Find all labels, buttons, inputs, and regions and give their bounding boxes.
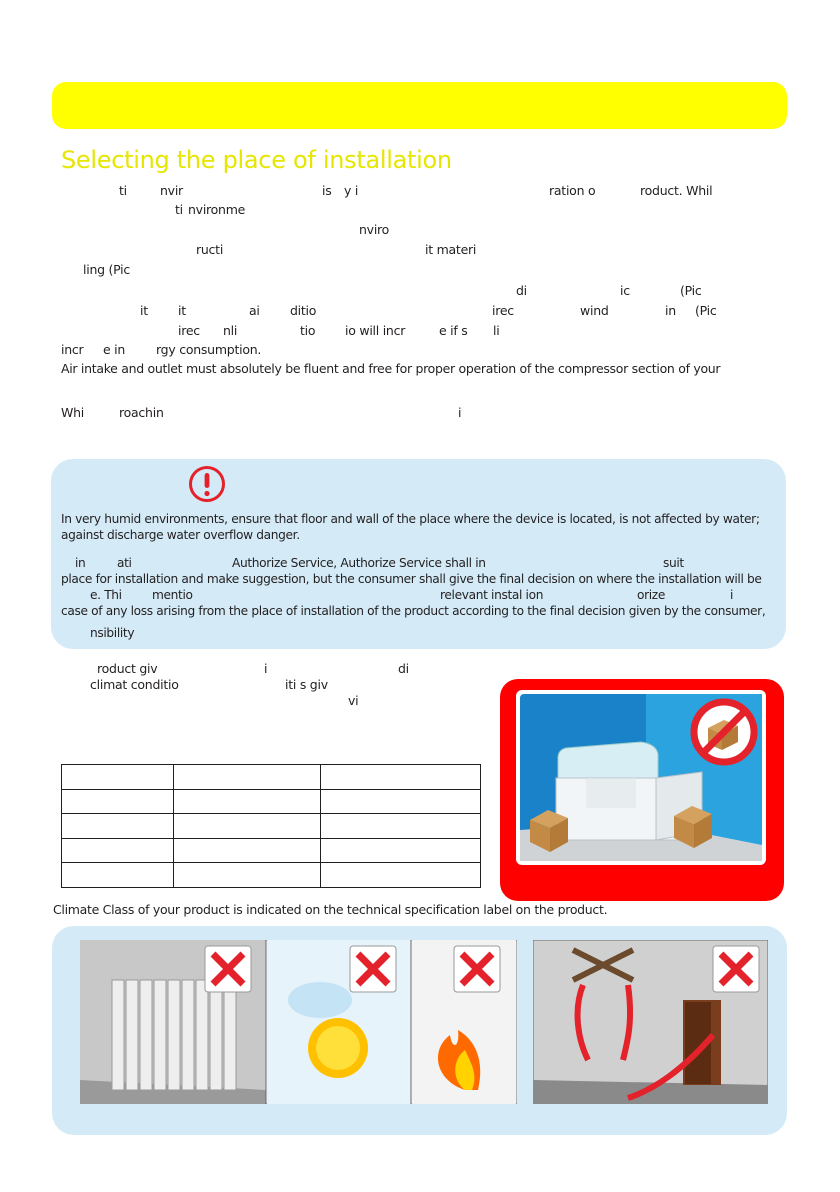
paragraph-fragment: ai bbox=[249, 303, 260, 318]
paragraph-fragment: e if s bbox=[439, 323, 468, 338]
paragraph-fragment: in bbox=[665, 303, 676, 318]
paragraph-fragment: it bbox=[178, 303, 186, 318]
table-cell bbox=[174, 838, 321, 863]
warning-fragment: suit bbox=[663, 556, 684, 570]
warning-box bbox=[51, 459, 786, 649]
air-intake-line: Air intake and outlet must absolutely be fluent and free for proper operation of the compressor section of your bbox=[61, 361, 721, 376]
paragraph-fragment: ration o bbox=[549, 183, 596, 198]
paragraph-fragment: it bbox=[140, 303, 148, 318]
paragraph-fragment: e in bbox=[103, 342, 126, 357]
paragraph-fragment: irec bbox=[492, 303, 514, 318]
climate-fragment: climat conditio bbox=[90, 677, 179, 692]
table-row bbox=[62, 789, 481, 814]
paragraph-fragment: tio bbox=[300, 323, 316, 338]
paragraph-fragment: ling (Pic bbox=[83, 262, 131, 277]
climate-fragment: i bbox=[264, 661, 268, 676]
section-title: Selecting the place of installation bbox=[61, 146, 452, 174]
paragraph-fragment: ti bbox=[119, 183, 127, 198]
paragraph-fragment: ti bbox=[175, 202, 183, 217]
table-cell bbox=[321, 814, 481, 839]
warning-line-1: In very humid environments, ensure that floor and wall of the place where the device is located, is not affected by water; bbox=[61, 512, 760, 526]
climate-fragment: vi bbox=[348, 693, 359, 708]
climate-class-table bbox=[61, 764, 481, 888]
paragraph-fragment: ic bbox=[620, 283, 630, 298]
table-row bbox=[62, 765, 481, 790]
paragraph-fragment: it materi bbox=[425, 242, 477, 257]
paragraph-fragment: i bbox=[458, 405, 462, 420]
air-draft-illustration bbox=[533, 940, 768, 1104]
climate-fragment: roduct giv bbox=[97, 661, 158, 676]
heat-sources-illustration bbox=[80, 940, 517, 1104]
climate-fragment: iti s giv bbox=[285, 677, 328, 692]
warning-fragment: in bbox=[75, 556, 86, 570]
table-cell bbox=[321, 789, 481, 814]
paragraph-fragment: (Pic bbox=[695, 303, 717, 318]
table-cell bbox=[174, 789, 321, 814]
warning-fragment: relevant instal ion bbox=[440, 588, 544, 602]
paragraph-fragment: ditio bbox=[290, 303, 317, 318]
paragraph-fragment: ructi bbox=[196, 242, 224, 257]
climate-note: Climate Class of your product is indicated on the technical specification label on the product. bbox=[53, 902, 608, 917]
table-cell bbox=[62, 789, 174, 814]
x-mark bbox=[205, 946, 251, 992]
warning-line-2: against discharge water overflow danger. bbox=[61, 528, 300, 542]
paragraph-fragment: roduct. Whil bbox=[640, 183, 713, 198]
paragraph-fragment: nvironme bbox=[188, 202, 246, 217]
paragraph-fragment: roachin bbox=[119, 405, 164, 420]
paragraph-fragment: wind bbox=[580, 303, 609, 318]
paragraph-fragment: is bbox=[322, 183, 332, 198]
warning-fragment: i bbox=[730, 588, 734, 602]
table-cell bbox=[321, 838, 481, 863]
paragraph-fragment: rgy consumption. bbox=[156, 342, 262, 357]
table-cell bbox=[62, 765, 174, 790]
table-row bbox=[62, 838, 481, 863]
warning-fragment: e. Thi bbox=[90, 588, 122, 602]
warning-fragment: ati bbox=[117, 556, 132, 570]
warning-line-7: nsibility bbox=[90, 626, 135, 640]
table-row bbox=[62, 863, 481, 888]
table-cell bbox=[62, 838, 174, 863]
paragraph-fragment: y i bbox=[344, 183, 359, 198]
paragraph-fragment: di bbox=[516, 283, 527, 298]
exclamation-icon bbox=[188, 465, 226, 503]
table-cell bbox=[174, 863, 321, 888]
paragraph-fragment: li bbox=[493, 323, 500, 338]
table-cell bbox=[174, 814, 321, 839]
table-cell bbox=[321, 765, 481, 790]
warning-line-4: place for installation and make suggestion, but the consumer shall give the final decision on where the installation will be bbox=[61, 572, 762, 586]
warning-fragment: mentio bbox=[152, 588, 193, 602]
paragraph-fragment: irec bbox=[178, 323, 200, 338]
freezer-no-boxes-illustration bbox=[516, 690, 766, 865]
header-banner bbox=[52, 82, 787, 129]
table-cell bbox=[321, 863, 481, 888]
table-row bbox=[62, 814, 481, 839]
paragraph-fragment: Whi bbox=[61, 405, 85, 420]
warning-line-6: case of any loss arising from the place of installation of the product according to the final decision given by the consumer, bbox=[61, 604, 766, 618]
table-cell bbox=[174, 765, 321, 790]
climate-fragment: di bbox=[398, 661, 409, 676]
paragraph-fragment: io will incr bbox=[345, 323, 406, 338]
table-cell bbox=[62, 814, 174, 839]
paragraph-fragment: nli bbox=[223, 323, 238, 338]
paragraph-fragment: nvir bbox=[160, 183, 183, 198]
paragraph-fragment: nviro bbox=[359, 222, 390, 237]
warning-fragment: orize bbox=[637, 588, 665, 602]
paragraph-fragment: incr bbox=[61, 342, 84, 357]
paragraph-fragment: (Pic bbox=[680, 283, 702, 298]
warning-fragment: Authorize Service, Authorize Service shall in bbox=[232, 556, 486, 570]
table-cell bbox=[62, 863, 174, 888]
